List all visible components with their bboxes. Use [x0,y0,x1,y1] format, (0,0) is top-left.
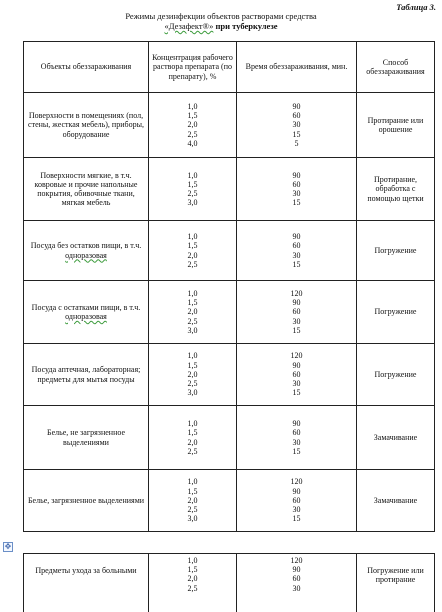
table-title [0,11,442,31]
table-number: Таблица 3. [396,2,436,12]
row-method: Погружение или протирание [357,554,435,612]
row-time: 120 90 60 30 15 [237,344,357,406]
row-time: 90 60 30 15 [237,158,357,221]
row-concentration: 1,0 1,5 2,0 2,5 [149,406,237,470]
table-row [24,93,435,158]
table-row [24,344,435,406]
row-method: Замачивание [357,406,435,470]
row-object-text: Посуда с остатками пищи, в т.ч. [32,303,141,312]
title-line-2 [0,21,442,31]
disinfection-table [23,41,435,532]
table-row [24,406,435,470]
row-time: 90 60 30 15 5 [237,93,357,158]
row-method: Погружение [357,344,435,406]
table-row [24,281,435,344]
header-concentration: Концентрация рабочего раствора препарата (по препарату), % [149,42,237,93]
row-object-underlined: одноразовая [65,251,107,260]
row-method: Замачивание [357,470,435,532]
row-time: 120 90 60 30 [237,554,357,612]
row-concentration: 1,0 1,5 2,0 2,5 3,0 [149,281,237,344]
row-concentration: 1,0 1,5 2,0 2,5 [149,554,237,612]
row-object: Поверхности в помещениях (пол, стены, жесткая мебель), приборы, оборудование [24,93,149,158]
row-object-text: Посуда без остатков пищи, в т.ч. [31,241,141,250]
table-row [24,470,435,532]
row-method: Погружение [357,281,435,344]
row-object [24,281,149,344]
row-concentration: 1,0 1,5 2,0 2,5 3,0 [149,470,237,532]
header-objects: Объекты обеззараживания [24,42,149,93]
row-method: Протирание или орошение [357,93,435,158]
row-object: Белье, не загрязненное выделениями [24,406,149,470]
row-method: Погружение [357,221,435,281]
row-object-underlined: одноразовая [65,312,107,321]
row-time: 90 60 30 15 [237,406,357,470]
row-concentration: 1,0 1,5 2,0 2,5 3,0 [149,344,237,406]
row-object: Поверхности мягкие, в т.ч. ковровые и прочие напольные покрытия, обивочные ткани, мягкая мебель [24,158,149,221]
row-concentration: 1,0 1,5 2,5 3,0 [149,158,237,221]
row-time: 120 90 60 30 15 [237,470,357,532]
row-object: Предметы ухода за больными [24,554,149,612]
table-row [24,221,435,281]
row-time: 120 90 60 30 15 [237,281,357,344]
title-suffix: при туберкулезе [213,21,277,31]
header-method: Способ обеззараживания [357,42,435,93]
row-time: 90 60 30 15 [237,221,357,281]
row-concentration: 1,0 1,5 2,0 2,5 [149,221,237,281]
table-row [24,158,435,221]
row-object [24,221,149,281]
header-time: Время обеззараживания, мин. [237,42,357,93]
row-concentration: 1,0 1,5 2,0 2,5 4,0 [149,93,237,158]
row-method: Протирание, обработка с помощью щетки [357,158,435,221]
table-move-handle-icon[interactable]: ✥ [3,542,13,552]
continuation-table [23,553,435,612]
title-line-1: Режимы дезинфекции объектов растворами средства [0,11,442,21]
row-object: Белье, загрязненное выделениями [24,470,149,532]
product-name: «Дезафект®» [164,21,213,31]
header-row [24,42,435,93]
row-object: Посуда аптечная, лабораторная; предметы для мытья посуды [24,344,149,406]
table-row [24,554,435,612]
